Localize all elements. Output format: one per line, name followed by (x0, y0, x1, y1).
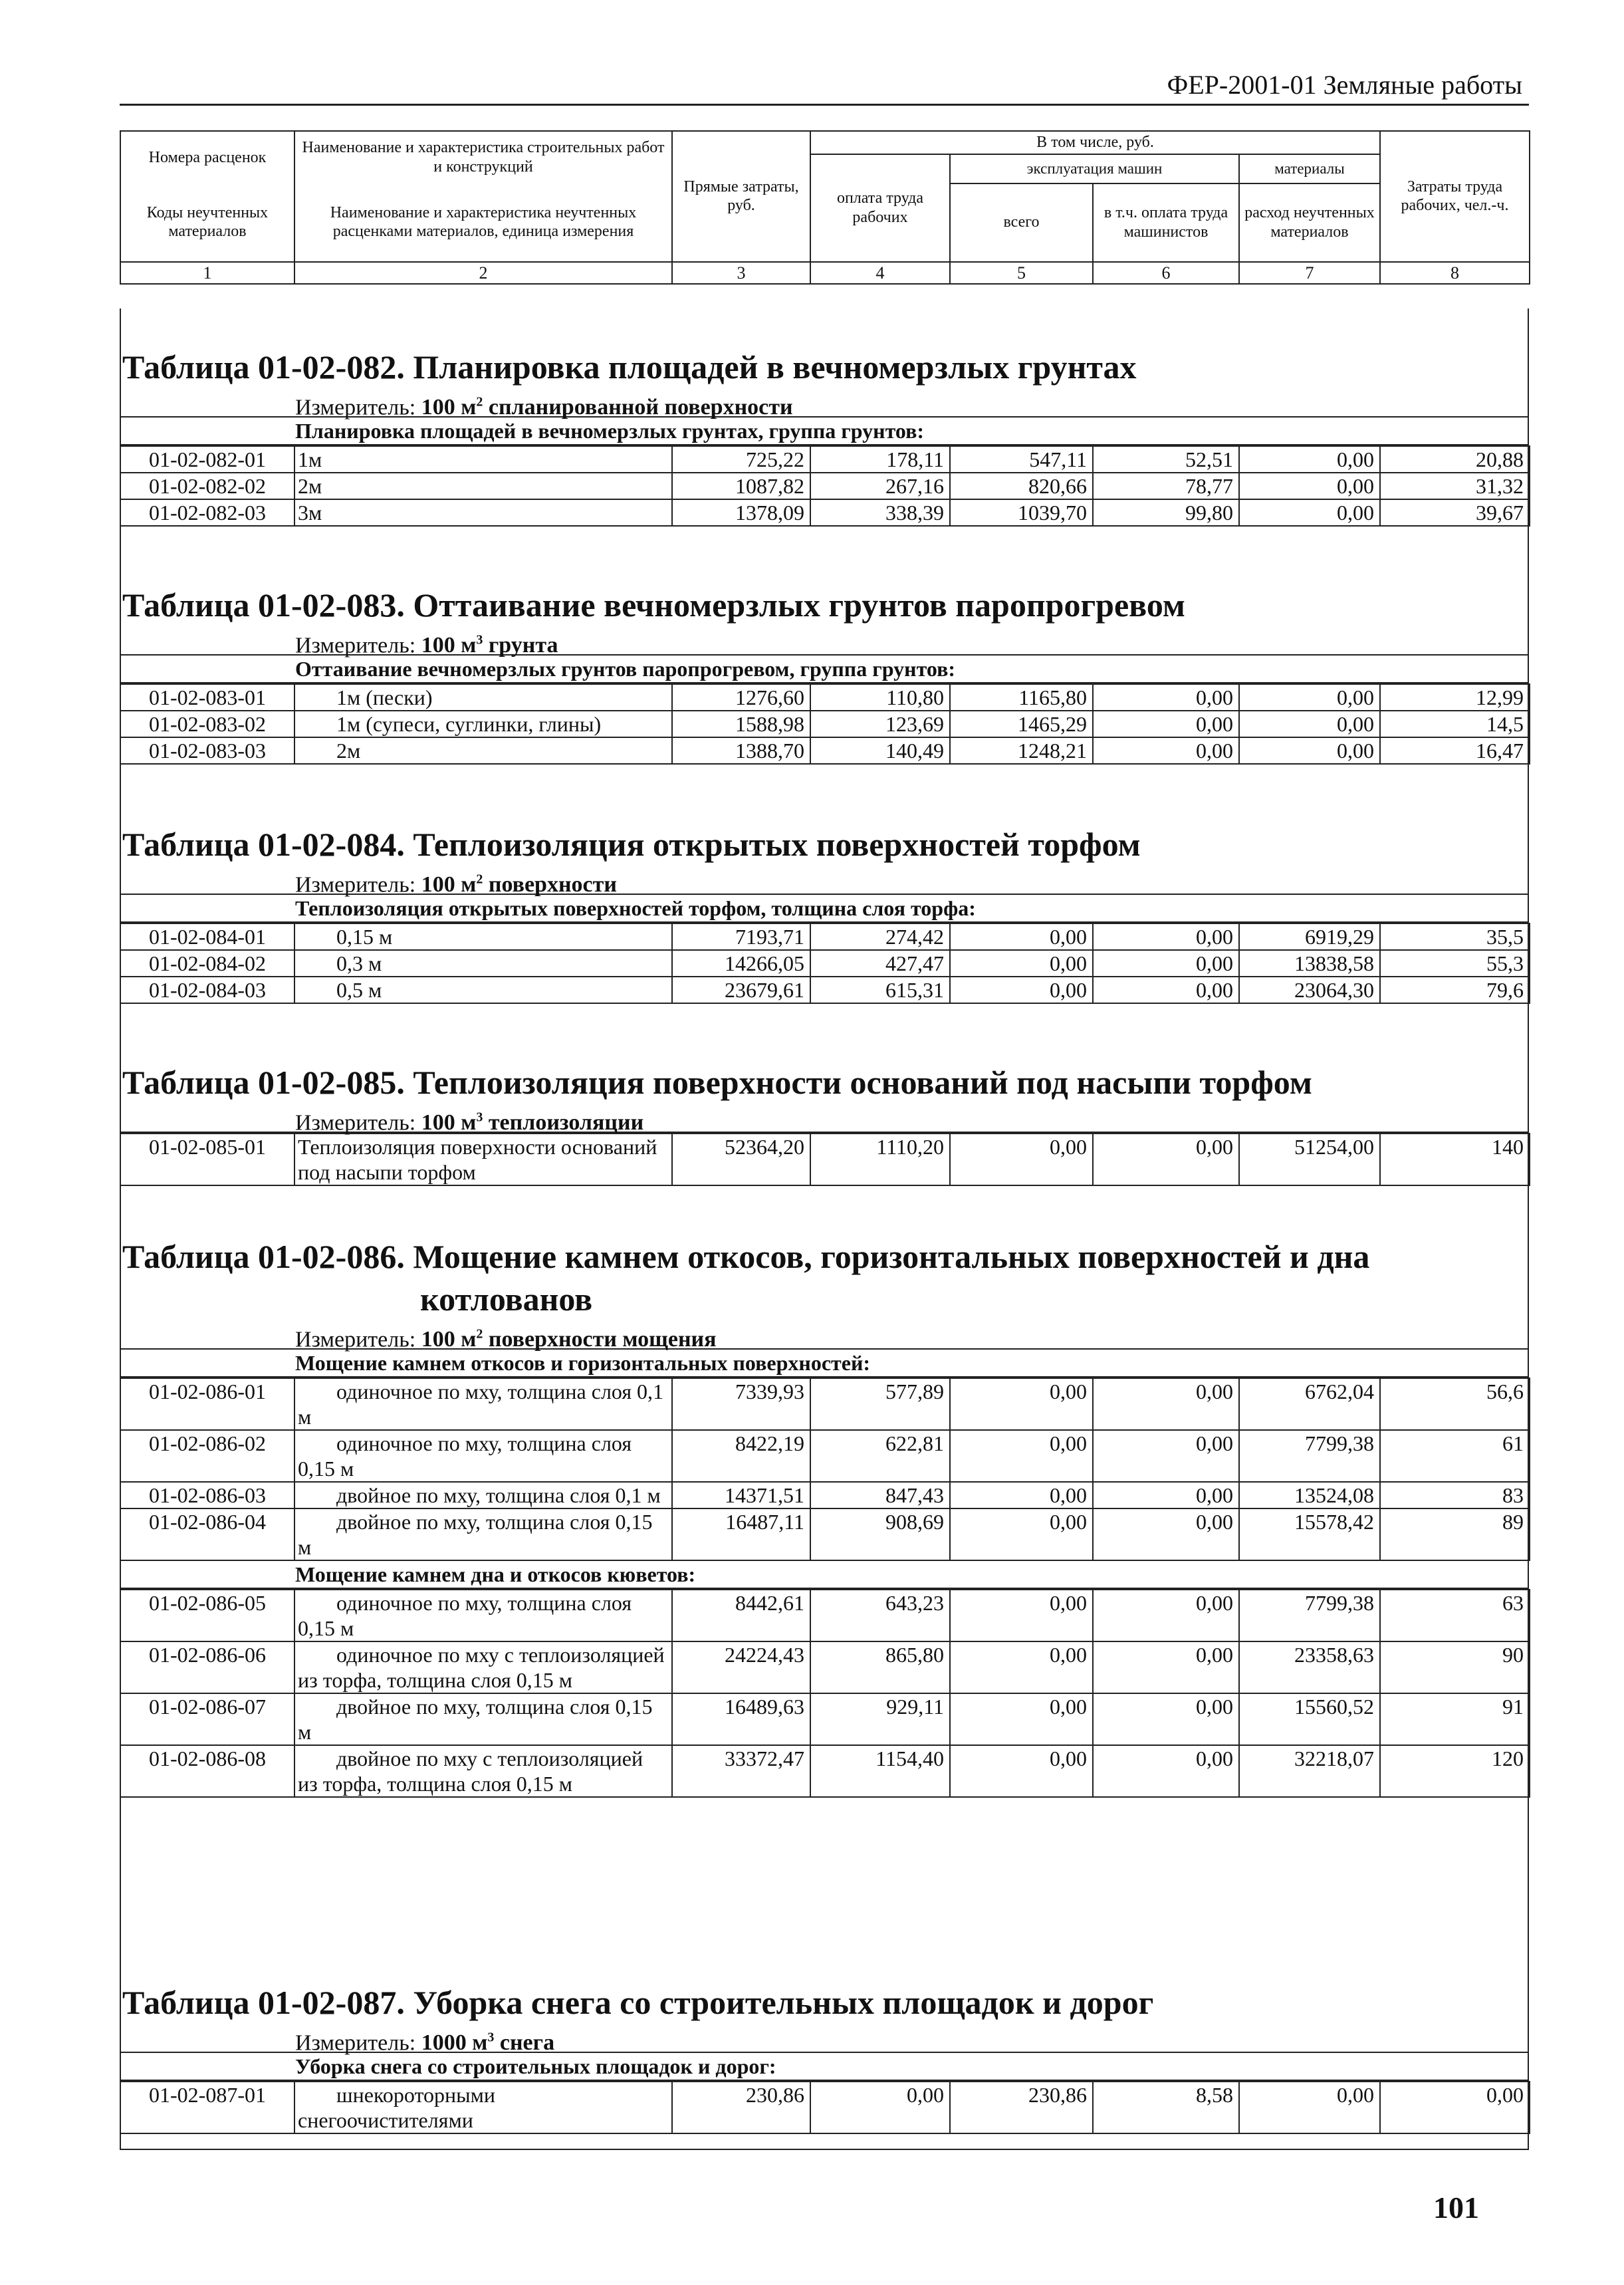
cell-pay: 427,47 (810, 950, 950, 977)
cell-name (294, 1590, 672, 1641)
cell-direct: 16489,63 (672, 1693, 810, 1745)
cell-pay: 140,49 (810, 737, 950, 764)
cell-mat: 13524,08 (1239, 1482, 1380, 1508)
cell-name (294, 923, 672, 950)
cell-direct: 24224,43 (672, 1641, 810, 1693)
cell-code: 01-02-083-02 (120, 711, 294, 737)
cell-mach_pay: 0,00 (1093, 1590, 1239, 1641)
cell-name-text: 1м (пески) (336, 685, 433, 709)
cell-name (294, 711, 672, 737)
table-083-section (120, 584, 1529, 765)
cell-labor: 12,99 (1380, 684, 1530, 711)
cell-direct: 1588,98 (672, 711, 810, 737)
cell-name-text: одиночное по мху, толщина слоя 0,15 м (298, 1431, 632, 1481)
cell-pay: 0,00 (810, 2082, 950, 2133)
cell-pay: 847,43 (810, 1482, 950, 1508)
cell-name (294, 1378, 672, 1430)
cell-labor: 0,00 (1380, 2082, 1530, 2133)
cell-pay: 1154,40 (810, 1745, 950, 1797)
cell-name-text: одиночное по мху, толщина слоя 0,15 м (298, 1591, 632, 1640)
table-087-rows (120, 2081, 1530, 2134)
table-row (120, 923, 1530, 950)
cell-code: 01-02-084-03 (120, 977, 294, 1003)
table-row (120, 473, 1530, 499)
cell-mach_pay: 99,80 (1093, 499, 1239, 526)
cell-pay: 178,11 (810, 446, 950, 473)
cell-code: 01-02-087-01 (120, 2082, 294, 2133)
cell-mach_pay: 0,00 (1093, 1641, 1239, 1693)
col3-header: Прямые затраты, руб. (672, 131, 810, 262)
cell-name (294, 684, 672, 711)
cell-code: 01-02-086-07 (120, 1693, 294, 1745)
cell-mat: 32218,07 (1239, 1745, 1380, 1797)
cell-mat: 0,00 (1239, 499, 1380, 526)
cell-mach_pay: 78,77 (1093, 473, 1239, 499)
cell-direct: 725,22 (672, 446, 810, 473)
cell-code: 01-02-086-05 (120, 1590, 294, 1641)
cell-pay: 865,80 (810, 1641, 950, 1693)
cell-mach_pay: 0,00 (1093, 1378, 1239, 1430)
cell-mach: 547,11 (950, 446, 1093, 473)
cell-direct: 14371,51 (672, 1482, 810, 1508)
table-row (120, 684, 1530, 711)
machines-header: эксплуатация машин (950, 154, 1239, 183)
cell-pay: 338,39 (810, 499, 950, 526)
cell-name (294, 1482, 672, 1508)
cell-mach_pay: 0,00 (1093, 684, 1239, 711)
cell-code: 01-02-082-01 (120, 446, 294, 473)
cell-pay: 274,42 (810, 923, 950, 950)
cell-mach: 0,00 (950, 1482, 1093, 1508)
cell-name-text: шнекороторными снегоочистителями (298, 2083, 496, 2132)
cell-code: 01-02-084-01 (120, 923, 294, 950)
col7-header: расход неучтенных материалов (1239, 183, 1380, 262)
cell-mach_pay: 0,00 (1093, 1482, 1239, 1508)
table-row (120, 1590, 1530, 1641)
cell-name (294, 1641, 672, 1693)
col-number: 4 (810, 262, 950, 284)
cell-mat: 0,00 (1239, 684, 1380, 711)
cell-mach: 0,00 (950, 1430, 1093, 1482)
cell-direct: 1378,09 (672, 499, 810, 526)
cell-name (294, 2082, 672, 2133)
cell-direct: 7193,71 (672, 923, 810, 950)
cell-pay: 622,81 (810, 1430, 950, 1482)
cell-pay: 643,23 (810, 1590, 950, 1641)
cell-name (294, 1430, 672, 1482)
col-number: 7 (1239, 262, 1380, 284)
cell-mach: 1465,29 (950, 711, 1093, 737)
table-084-rows (120, 923, 1530, 1004)
table-row (120, 2082, 1530, 2133)
cell-mat: 13838,58 (1239, 950, 1380, 977)
cell-labor: 91 (1380, 1693, 1530, 1745)
cell-mach: 0,00 (950, 1508, 1093, 1560)
cell-direct: 33372,47 (672, 1745, 810, 1797)
cell-name-text: 0,15 м (336, 925, 393, 949)
cell-direct: 16487,11 (672, 1508, 810, 1560)
cell-mat: 23358,63 (1239, 1641, 1380, 1693)
cell-name-text: 2м (336, 739, 361, 763)
cell-direct: 1087,82 (672, 473, 810, 499)
cell-labor: 39,67 (1380, 499, 1530, 526)
col4-header: оплата труда рабочих (810, 154, 950, 262)
cell-mach_pay: 0,00 (1093, 923, 1239, 950)
cell-mach_pay: 0,00 (1093, 711, 1239, 737)
table-row (120, 737, 1530, 764)
cell-mat: 0,00 (1239, 446, 1380, 473)
cell-code: 01-02-086-03 (120, 1482, 294, 1508)
col2-header-top: Наименование и характеристика строительных работ и конструкций (294, 131, 672, 183)
cell-name-text: двойное по мху с теплоизоляцией из торфа, толщина слоя 0,15 м (298, 1746, 643, 1796)
col2-header-bottom: Наименование и характеристика неучтенных расценками материалов, единица измерения (294, 183, 672, 262)
col-number: 1 (120, 262, 294, 284)
cell-mat: 15560,52 (1239, 1693, 1380, 1745)
table-083-title: Таблица 01-02-083. Оттаивание вечномерзлых грунтов паропрогревом (122, 586, 1185, 624)
cell-mach: 0,00 (950, 1693, 1093, 1745)
cell-direct: 1388,70 (672, 737, 810, 764)
table-row (120, 499, 1530, 526)
cell-name: 3м (294, 499, 672, 526)
page-number: 101 (1433, 2191, 1479, 2225)
table-082-meter: Измеритель: 100 $м^2$ спланированной поверхности (120, 388, 1529, 418)
col5-header: всего (950, 183, 1093, 262)
cell-name: Теплоизоляция поверхности оснований под насыпи торфом (294, 1134, 672, 1185)
page-header (120, 69, 1529, 106)
cell-mach: 0,00 (950, 1641, 1093, 1693)
cell-code: 01-02-085-01 (120, 1134, 294, 1185)
cell-labor: 56,6 (1380, 1378, 1530, 1430)
cell-direct: 23679,61 (672, 977, 810, 1003)
cell-labor: 55,3 (1380, 950, 1530, 977)
cell-code: 01-02-086-08 (120, 1745, 294, 1797)
cell-mat: 7799,38 (1239, 1430, 1380, 1482)
cell-name (294, 1508, 672, 1560)
cell-code: 01-02-083-01 (120, 684, 294, 711)
table-082-rows (120, 445, 1530, 527)
table-085-section (120, 1061, 1529, 1186)
cell-mach: 1039,70 (950, 499, 1093, 526)
cell-mach: 0,00 (950, 1590, 1093, 1641)
table-084-title: Таблица 01-02-084. Теплоизоляция открытых поверхностей торфом (122, 826, 1141, 863)
col-number: 3 (672, 262, 810, 284)
cell-name-text: 0,3 м (336, 951, 382, 975)
cell-mach: 1165,80 (950, 684, 1093, 711)
table-084-meter: Измеритель: 100 $м^2$ поверхности (120, 866, 1529, 895)
table-086-title: Таблица 01-02-086. Мощение камнем откосов, горизонтальных поверхностей и дна котлованов (122, 1238, 1370, 1318)
cell-pay: 1110,20 (810, 1134, 950, 1185)
cell-mat: 23064,30 (1239, 977, 1380, 1003)
table-082-section (120, 346, 1529, 527)
cell-code: 01-02-082-03 (120, 499, 294, 526)
cell-direct: 1276,60 (672, 684, 810, 711)
table-row (120, 977, 1530, 1003)
cell-mach: 0,00 (950, 923, 1093, 950)
cell-mat: 0,00 (1239, 737, 1380, 764)
cell-mat: 0,00 (1239, 711, 1380, 737)
cell-mat: 51254,00 (1239, 1134, 1380, 1185)
cell-name-text: одиночное по мху с теплоизоляцией из торфа, толщина слоя 0,15 м (298, 1643, 665, 1692)
col-number: 2 (294, 262, 672, 284)
cell-labor: 31,32 (1380, 473, 1530, 499)
cell-name-text: двойное по мху, толщина слоя 0,1 м (336, 1483, 661, 1507)
cell-direct: 8422,19 (672, 1430, 810, 1482)
cell-labor: 89 (1380, 1508, 1530, 1560)
cell-name (294, 977, 672, 1003)
cell-direct: 7339,93 (672, 1378, 810, 1430)
table-row (120, 446, 1530, 473)
cell-labor: 120 (1380, 1745, 1530, 1797)
cell-mat: 7799,38 (1239, 1590, 1380, 1641)
cell-direct: 14266,05 (672, 950, 810, 977)
col-number: 5 (950, 262, 1093, 284)
table-087-group: Уборка снега со строительных площадок и дорог: (120, 2053, 1529, 2081)
table-row (120, 1430, 1530, 1482)
cell-mach_pay: 52,51 (1093, 446, 1239, 473)
column-header-table (120, 130, 1530, 285)
table-087-section (120, 1981, 1529, 2134)
cell-pay: 908,69 (810, 1508, 950, 1560)
cell-direct: 230,86 (672, 2082, 810, 2133)
table-row (120, 1745, 1530, 1797)
table-086-meter: Измеритель: 100 $м^2$ поверхности мощения (120, 1320, 1529, 1350)
cell-mach: 0,00 (950, 977, 1093, 1003)
cell-labor: 140 (1380, 1134, 1530, 1185)
cell-mach_pay: 8,58 (1093, 2082, 1239, 2133)
table-082-group: Планировка площадей в вечномерзлых грунтах, группа грунтов: (120, 418, 1529, 445)
cell-mach_pay: 0,00 (1093, 1508, 1239, 1560)
table-row (120, 1378, 1530, 1430)
table-row (120, 1693, 1530, 1745)
cell-mach_pay: 0,00 (1093, 1745, 1239, 1797)
cell-code: 01-02-083-03 (120, 737, 294, 764)
cell-code: 01-02-084-02 (120, 950, 294, 977)
cell-mat: 15578,42 (1239, 1508, 1380, 1560)
cell-pay: 110,80 (810, 684, 950, 711)
cell-name-text: двойное по мху, толщина слоя 0,15 м (298, 1510, 653, 1559)
table-row (120, 1482, 1530, 1508)
cell-labor: 63 (1380, 1590, 1530, 1641)
cell-mach: 0,00 (950, 1378, 1093, 1430)
table-087-title: Таблица 01-02-087. Уборка снега со строительных площадок и дорог (122, 1984, 1154, 2021)
cell-name (294, 950, 672, 977)
cell-labor: 20,88 (1380, 446, 1530, 473)
materials-header: материалы (1239, 154, 1380, 183)
page-header-title: ФЕР-2001-01 Земляные работы (1167, 70, 1522, 100)
table-084-group: Теплоизоляция открытых поверхностей торфом, толщина слоя торфа: (120, 895, 1529, 923)
cell-pay: 929,11 (810, 1693, 950, 1745)
cell-name (294, 1693, 672, 1745)
table-row (120, 1641, 1530, 1693)
table-086-section (120, 1235, 1529, 1798)
cell-mach: 1248,21 (950, 737, 1093, 764)
cell-labor: 16,47 (1380, 737, 1530, 764)
cell-labor: 83 (1380, 1482, 1530, 1508)
cell-code: 01-02-086-02 (120, 1430, 294, 1482)
cell-labor: 90 (1380, 1641, 1530, 1693)
col8-header: Затраты труда рабочих, чел.-ч. (1380, 131, 1530, 262)
table-row (120, 1134, 1530, 1185)
col1-header-top: Номера расценок (120, 131, 294, 183)
cell-code: 01-02-086-01 (120, 1378, 294, 1430)
table-086-rows-1 (120, 1378, 1530, 1561)
cell-pay: 615,31 (810, 977, 950, 1003)
cell-name: 2м (294, 473, 672, 499)
cell-mat: 0,00 (1239, 473, 1380, 499)
table-084-section (120, 823, 1529, 1004)
table-086-group-2: Мощение камнем дна и откосов кюветов: (120, 1561, 1529, 1589)
cell-labor: 14,5 (1380, 711, 1530, 737)
cell-mat: 6762,04 (1239, 1378, 1380, 1430)
cell-mach_pay: 0,00 (1093, 1693, 1239, 1745)
col-number: 8 (1380, 262, 1530, 284)
cell-name-text: 0,5 м (336, 978, 382, 1002)
cell-mat: 0,00 (1239, 2082, 1380, 2133)
table-083-meter: Измеритель: 100 $м^3$ грунта (120, 626, 1529, 656)
cell-name (294, 737, 672, 764)
cell-mach_pay: 0,00 (1093, 737, 1239, 764)
table-086-rows-2 (120, 1589, 1530, 1798)
cell-labor: 35,5 (1380, 923, 1530, 950)
table-085-title: Таблица 01-02-085. Теплоизоляция поверхности оснований под насыпи торфом (122, 1064, 1312, 1101)
cell-labor: 61 (1380, 1430, 1530, 1482)
table-085-meter: Измеритель: 100 $м^3$ теплоизоляции (120, 1104, 1529, 1133)
cell-direct: 8442,61 (672, 1590, 810, 1641)
cell-mach_pay: 0,00 (1093, 1430, 1239, 1482)
cell-name (294, 1745, 672, 1797)
cell-mach: 230,86 (950, 2082, 1093, 2133)
cell-labor: 79,6 (1380, 977, 1530, 1003)
table-row (120, 950, 1530, 977)
cell-name-text: одиночное по мху, толщина слоя 0,1 м (298, 1380, 664, 1429)
cell-pay: 577,89 (810, 1378, 950, 1430)
col-number: 6 (1093, 262, 1239, 284)
col1-header-bottom: Коды неучтенных материалов (120, 183, 294, 262)
cell-mach_pay: 0,00 (1093, 950, 1239, 977)
cell-mach: 0,00 (950, 1745, 1093, 1797)
table-087-meter: Измеритель: 1000 $м^3$ снега (120, 2024, 1529, 2053)
cell-code: 01-02-086-04 (120, 1508, 294, 1560)
table-row (120, 711, 1530, 737)
cell-name-text: двойное по мху, толщина слоя 0,15 м (298, 1695, 653, 1744)
table-row (120, 1508, 1530, 1560)
cell-mach: 820,66 (950, 473, 1093, 499)
table-083-group: Оттаивание вечномерзлых грунтов паропрогревом, группа грунтов: (120, 656, 1529, 683)
cell-name: 1м (294, 446, 672, 473)
cell-mach: 0,00 (950, 1134, 1093, 1185)
cell-direct: 52364,20 (672, 1134, 810, 1185)
table-085-rows (120, 1133, 1530, 1186)
cell-mach: 0,00 (950, 950, 1093, 977)
cell-mat: 6919,29 (1239, 923, 1380, 950)
cell-code: 01-02-086-06 (120, 1641, 294, 1693)
cell-name-text: 1м (супеси, суглинки, глины) (336, 712, 602, 736)
cell-mach_pay: 0,00 (1093, 977, 1239, 1003)
included-header: В том числе, руб. (810, 131, 1380, 154)
cell-mach_pay: 0,00 (1093, 1134, 1239, 1185)
col6-header: в т.ч. оплата труда машинистов (1093, 183, 1239, 262)
cell-code: 01-02-082-02 (120, 473, 294, 499)
table-083-rows (120, 683, 1530, 765)
cell-pay: 267,16 (810, 473, 950, 499)
cell-pay: 123,69 (810, 711, 950, 737)
table-086-group-1: Мощение камнем откосов и горизонтальных поверхностей: (120, 1350, 1529, 1378)
table-082-title: Таблица 01-02-082. Планировка площадей в вечномерзлых грунтах (122, 348, 1137, 386)
